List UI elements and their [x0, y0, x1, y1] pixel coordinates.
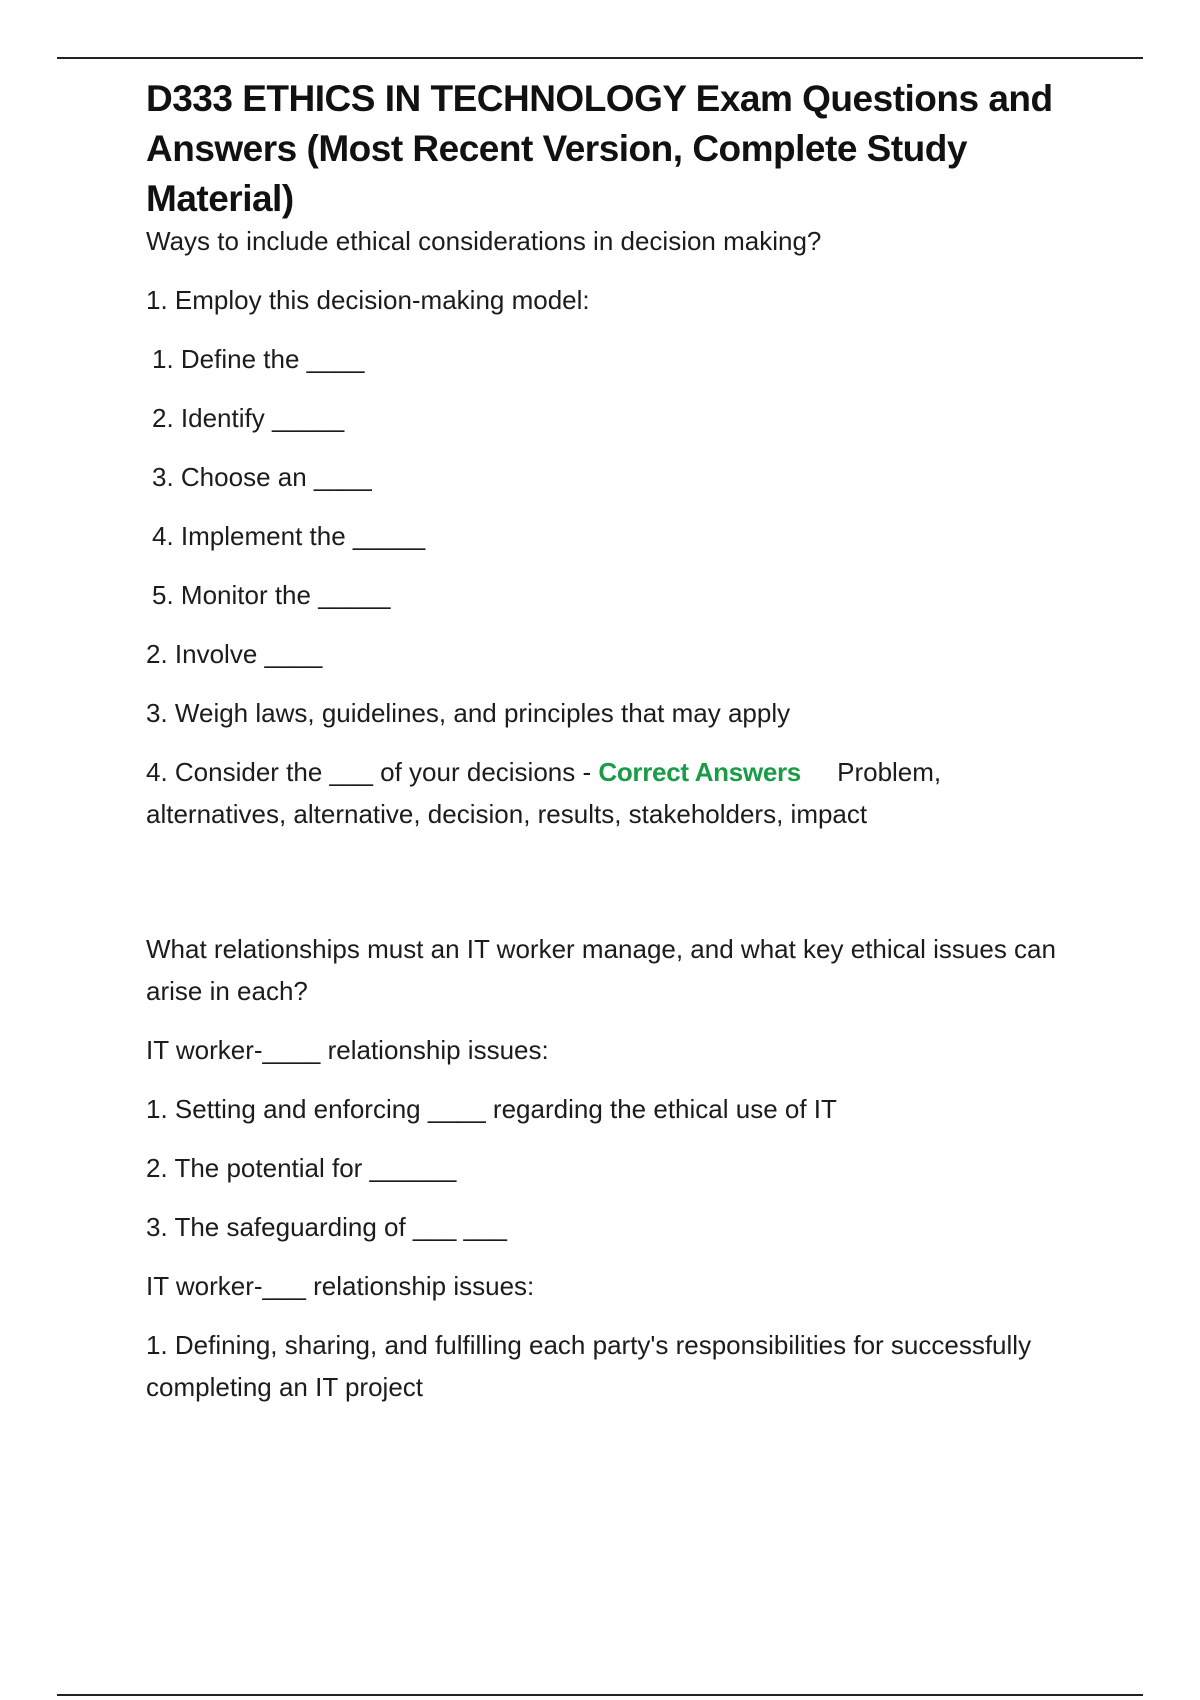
q1-line-8: 3. Weigh laws, guidelines, and principles that may apply — [146, 698, 791, 728]
q1-answer-text: Problem, alternatives, alternative, decision, results, stakeholders, impact — [146, 757, 942, 829]
q2-line-3: 2. The potential for ______ — [146, 1153, 457, 1183]
q1-line-5: 4. Implement the _____ — [152, 521, 426, 551]
document-title: D333 ETHICS IN TECHNOLOGY Exam Questions and Answers (Most Recent Version, Complete Study Material) — [146, 78, 1053, 219]
q1-line-6: 5. Monitor the _____ — [152, 580, 391, 610]
top-rule — [57, 57, 1143, 59]
question-2: What relationships must an IT worker manage, and what key ethical issues can arise in each? — [146, 934, 1056, 1006]
correct-answers-label: Correct Answers — [598, 757, 801, 787]
section-gap — [146, 852, 1076, 928]
q2-line-1: IT worker-____ relationship issues: — [146, 1035, 549, 1065]
q1-line-2: 1. Define the ____ — [152, 344, 365, 374]
q1-answer-line — [146, 751, 1076, 835]
q2-line-4: 3. The safeguarding of ___ ___ — [146, 1212, 507, 1242]
q2-line-2: 1. Setting and enforcing ____ regarding the ethical use of IT — [146, 1094, 837, 1124]
q1-line-4: 3. Choose an ____ — [152, 462, 372, 492]
q1-line-3: 2. Identify _____ — [152, 403, 345, 433]
q1-line-1: 1. Employ this decision-making model: — [146, 285, 590, 315]
q2-line-6: 1. Defining, sharing, and fulfilling each party's responsibilities for successfully completing an IT project — [146, 1330, 1032, 1402]
q1-line-7: 2. Involve ____ — [146, 639, 323, 669]
document-body — [146, 74, 1076, 1425]
q1-last-line-prefix: 4. Consider the ___ of your decisions - — [146, 757, 599, 787]
bottom-rule — [57, 1694, 1143, 1696]
q2-line-5: IT worker-___ relationship issues: — [146, 1271, 535, 1301]
question-1: Ways to include ethical considerations in decision making? — [146, 226, 822, 256]
